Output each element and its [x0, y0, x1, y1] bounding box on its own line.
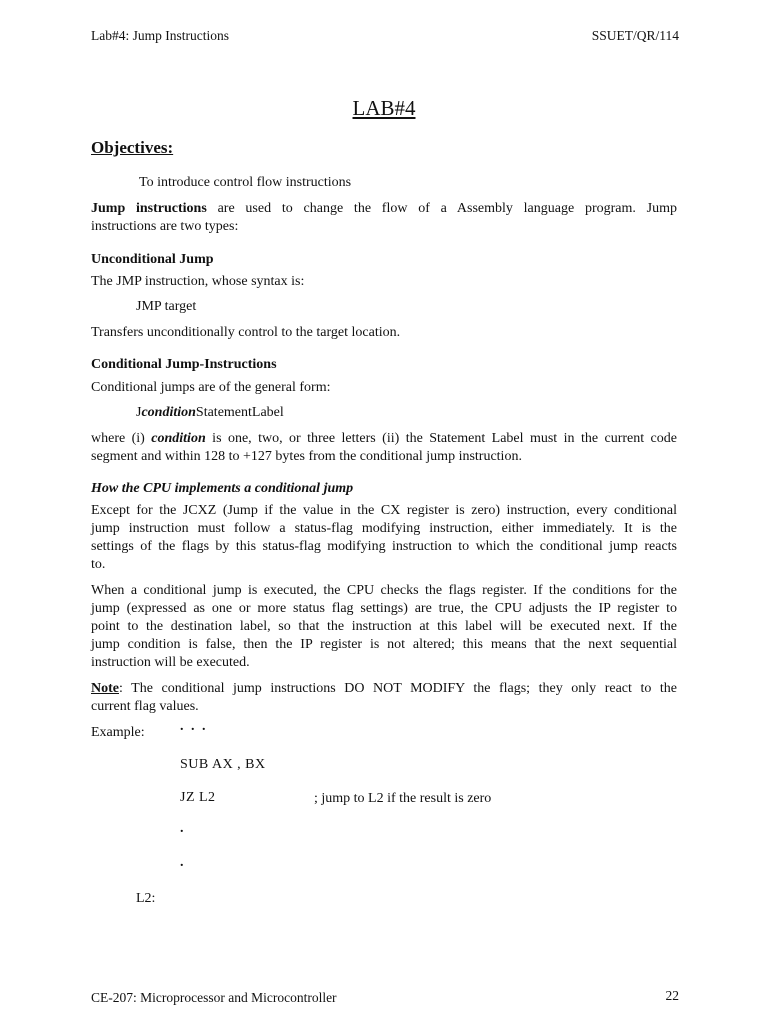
- form-prefix: J: [136, 405, 142, 420]
- conditional-form: [136, 404, 284, 422]
- note-paragraph: [91, 680, 677, 716]
- objective-item: To introduce control flow instructions: [139, 175, 352, 190]
- cpu-p2-line: jump condition is false, then the IP register is not altered; this means that the next sequential: [91, 637, 677, 652]
- intro-rest: are used to change the flow of a Assembly language program. Jump: [206, 201, 677, 216]
- cpu-heading: [91, 481, 353, 497]
- cpu-p2-line: point to the destination label, so that the instruction at this label will be executed next. If the: [91, 619, 677, 634]
- code-label-l2: L2:: [136, 891, 156, 906]
- form-bold: condition: [141, 405, 196, 420]
- cpu-p2-line: instruction will be executed.: [91, 655, 250, 670]
- unconditional-line-2: Transfers unconditionally control to the target location.: [91, 325, 401, 340]
- code-line-jz: JZ L2: [180, 790, 216, 805]
- note-text: : The conditional jump instructions DO NOT MODIFY the flags; they only react to the: [119, 681, 677, 696]
- note-label: Note: [91, 681, 119, 696]
- code-comment: ; jump to L2 if the result is zero: [314, 791, 492, 806]
- intro-bold: Jump instructions: [91, 201, 207, 216]
- form-suffix: StatementLabel: [195, 405, 284, 420]
- code-dot-1: .: [180, 821, 184, 836]
- where-line-2: segment and within 128 to +127 bytes from the conditional jump instruction.: [91, 449, 522, 464]
- where-line-1: [91, 430, 677, 448]
- cpu-p1-line: to.: [91, 557, 106, 572]
- cpu-p1-line: settings of the flags by this status-flag modifying instruction to which the conditional jump reacts: [91, 539, 677, 554]
- example-dots: . . .: [180, 719, 208, 734]
- conditional-heading: Conditional Jump-Instructions: [91, 357, 277, 372]
- intro-paragraph: [91, 200, 677, 236]
- unconditional-line-1: The JMP instruction, whose syntax is:: [91, 274, 305, 289]
- page-number: 22: [665, 988, 679, 1003]
- page-title: LAB#4: [352, 96, 416, 120]
- intro-line-1: [91, 200, 677, 218]
- where-bold: condition: [151, 431, 206, 446]
- intro-line-2: instructions are two types:: [91, 219, 239, 234]
- where-prefix: where (i): [91, 431, 152, 446]
- jmp-syntax: JMP target: [136, 299, 197, 314]
- header-right: SSUET/QR/114: [591, 28, 679, 43]
- cpu-p2-line: When a conditional jump is executed, the CPU checks the flags register. If the conditions for the: [91, 583, 677, 598]
- unconditional-heading: Unconditional Jump: [91, 252, 214, 267]
- where-rest: is one, two, or three letters (ii) the Statement Label must in the current code: [205, 431, 677, 446]
- cpu-p2-line: jump (expressed as one or more status flag settings) are true, the CPU adjusts the IP register to: [91, 601, 677, 616]
- objectives-heading: Objectives:: [91, 138, 174, 157]
- example-label: Example:: [91, 725, 145, 740]
- footer-left: CE-207: Microprocessor and Microcontroller: [91, 990, 337, 1005]
- code-dot-2: .: [180, 855, 184, 870]
- cpu-p1-line: jump instruction must follow a status-flag modifying instruction, either immediately. It is the: [91, 521, 677, 536]
- where-paragraph: [91, 430, 677, 466]
- header-left: Lab#4: Jump Instructions: [91, 28, 229, 43]
- conditional-line-1: Conditional jumps are of the general form:: [91, 380, 331, 395]
- cpu-paragraph-2: [91, 582, 677, 672]
- note-line-1: [91, 680, 677, 698]
- code-line-sub: SUB AX , BX: [180, 757, 266, 772]
- note-line-2: current flag values.: [91, 699, 199, 714]
- cpu-heading-text: How the CPU implements a conditional jump: [91, 481, 354, 496]
- cpu-p1-line: Except for the JCXZ (Jump if the value in the CX register is zero) instruction, every conditional: [91, 503, 677, 518]
- cpu-paragraph-1: [91, 502, 677, 574]
